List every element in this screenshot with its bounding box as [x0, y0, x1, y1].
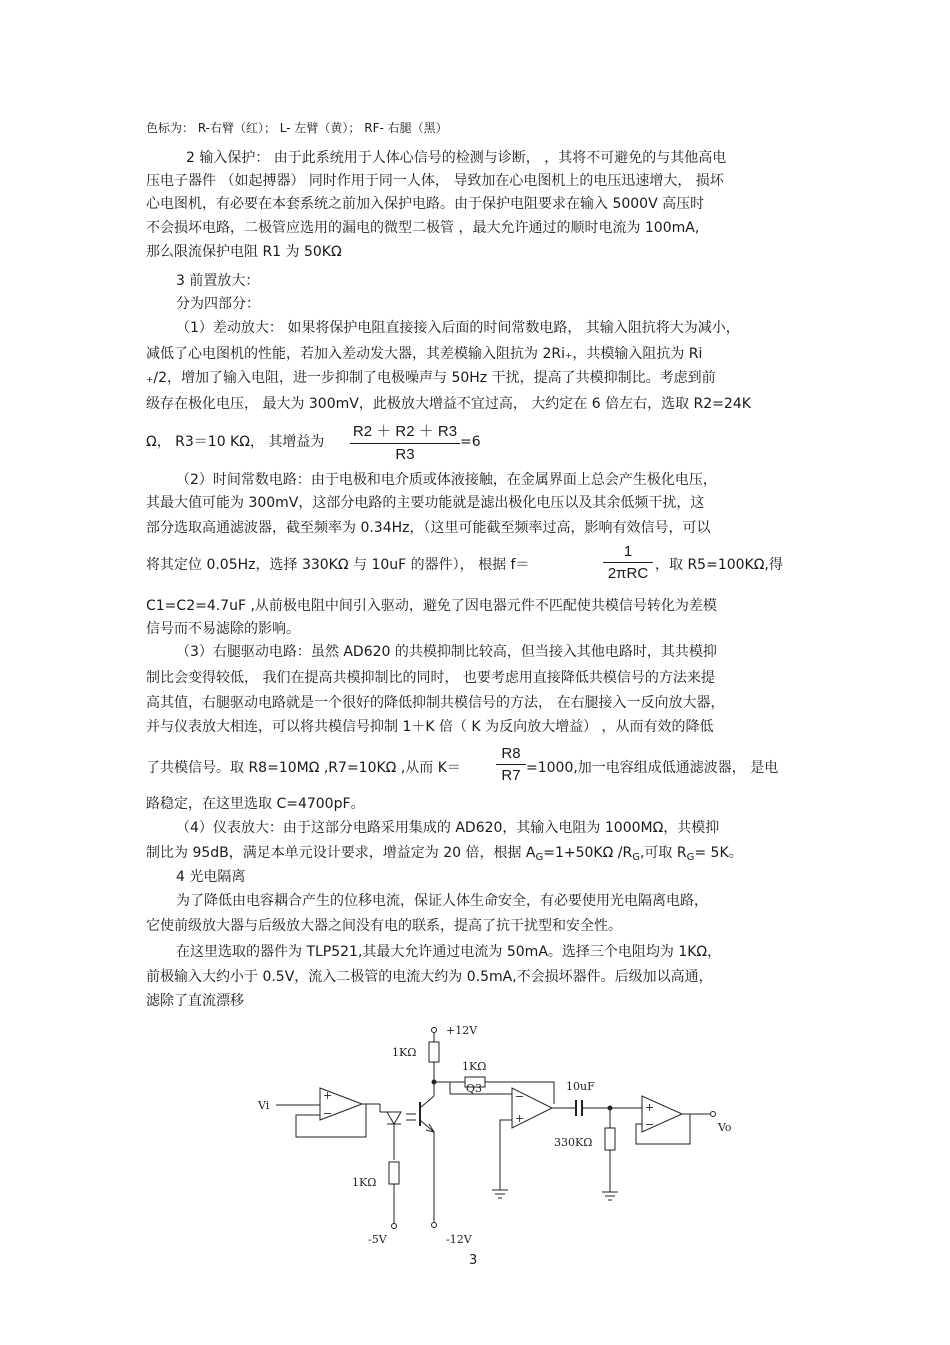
vplus-label: +12V [446, 1024, 478, 1037]
minus12-label: -12V [446, 1233, 472, 1246]
k-denominator: R7 [501, 767, 521, 784]
part2-line4-tail: ，取 R5=100KΩ,得 [655, 557, 783, 573]
section4-line5: 滤除了直流漂移 [146, 993, 244, 1009]
opamp3-minus: − [645, 1118, 655, 1131]
output-terminal [711, 1112, 716, 1117]
cutoff-numerator: 1 [603, 543, 653, 563]
part3-line2: 制比会变得较低， 我们在提高共模抑制比的同时， 也要考虑用直接降低共模信号的方法来提 [146, 670, 715, 686]
transistor-label: Q3 [466, 1082, 483, 1095]
part4-line2 [146, 843, 743, 868]
r-top-resistor [429, 1042, 439, 1062]
minus12-terminal [432, 1223, 437, 1228]
section4-line1: 为了降低由电容耦合产生的位移电流，保证人体生命安全，有必要使用光电隔离电路， [176, 893, 708, 909]
r-bottom-resistor [389, 1162, 399, 1184]
gain-denominator: R3 [395, 446, 415, 463]
section4-line2: 它使前级放大器与后级放大器之间没有电的联系，提高了抗干扰型和安全性。 [146, 918, 622, 934]
part3-line5-tail: =1000,加一电容组成低通滤波器， 是电 [526, 760, 779, 776]
section4-line4: 前极输入大约小于 0.5V，流入二极管的电流大约为 0.5mA,不会损坏器件。后级加以高通， [146, 969, 713, 985]
vplus-terminal [432, 1028, 437, 1033]
section4-line3: 在这里选取的器件为 TLP521,其最大允许通过电流为 50mA。选择三个电阻均为 1KΩ， [176, 944, 722, 960]
part4-line2-b: =1+50KΩ /R [543, 845, 633, 861]
section2-line5: 那么限流保护电阻 R1 为 50KΩ [146, 244, 342, 260]
part1-line5: Ω， R3＝10 KΩ， 其增益为 [146, 434, 325, 450]
section4-heading: 4 光电隔离 [176, 869, 246, 885]
section2-line4: 不会损坏电路，二极管应选用的漏电的微型二极管 ，最大允许通过的顺时电流为 100mA, [146, 220, 700, 236]
isolation-circuit-diagram [250, 1020, 770, 1250]
part1-line1: （1）差动放大： 如果将保护电阻直接接入后面的时间常数电路， 其输入阻抗将大为减小， [176, 320, 740, 336]
section3-heading: 3 前置放大： [176, 273, 260, 289]
diode-symbol [387, 1112, 401, 1124]
part2-line5: C1=C2=4.7uF ,从前极电阻中间引入驱动，避免了因电器元件不匹配使共模信号转化为差模 [146, 598, 717, 614]
r330-resistor [605, 1128, 615, 1150]
part4-sub-g3: G [686, 852, 695, 863]
section2-line2: 压电子器件 （如起搏器） 同时作用于同一人体， 导致加在心电图机上的电压迅速增大， 损坏 [146, 173, 724, 189]
r-feedback-label: 1KΩ [462, 1060, 487, 1073]
part4-line2-c: ,可取 R [639, 845, 687, 861]
part3-line4: 并与仪表放大相连，可以将共模信号抑制 1＋K 倍（ K 为反向放大增益） ，从而有效的降低 [146, 719, 714, 735]
opamp2-ground-wire [500, 1120, 512, 1190]
part1-line2: 减低了心电图机的性能，若加入差动发大器，其差模输入阻抗为 2Ri₊，共模输入阻抗为 Ri [146, 346, 703, 362]
part2-line1: （2）时间常数电路：由于电极和电介质或体液接触，在金属界面上总会产生极化电压， [176, 472, 717, 488]
input-label: Vi [258, 1099, 270, 1112]
transistor-collector [420, 1096, 434, 1108]
part3-line3: 高其值，右腿驱动电路就是一个很好的降低抑制共模信号的方法， 在右腿接入一反向放大器， [146, 695, 725, 711]
k-fraction [496, 745, 526, 784]
part3-line1: （3）右腿驱动电路：虽然 AD620 的共模抑制比较高，但当接入其他电路时，其共模抑 [176, 644, 717, 660]
r330-label: 330KΩ [554, 1136, 593, 1149]
part1-line3: ₊/2，增加了输入电阻，进一步抑制了电极噪声与 50Hz 干扰，提高了共模抑制比。考虑到前 [146, 370, 716, 386]
gain-numerator: R2 ＋ R2 ＋ R3 [350, 420, 460, 444]
part3-line6: 路稳定，在这里选取 C=4700pF。 [146, 796, 365, 812]
part1-line4: 级存在极化电压， 最大为 300mV，此极放大增益不宜过高， 大约定在 6 倍左右，选取 R2=24K [146, 396, 751, 412]
part2-line6: 信号而不易滤除的影响。 [146, 621, 300, 637]
section3-subtitle: 分为四部分： [176, 296, 260, 312]
r-bottom-label: 1KΩ [352, 1176, 377, 1189]
k-numerator: R8 [496, 745, 526, 765]
r-top-label: 1KΩ [392, 1046, 417, 1059]
cutoff-fraction [603, 543, 653, 582]
opamp3-plus: + [645, 1101, 655, 1114]
opamp1-minus: − [323, 1107, 333, 1120]
part2-line3: 部分选取高通滤波器，截至频率为 0.34Hz，（这里可能截至频率过高，影响有效信号，可以 [146, 520, 711, 536]
part4-line2-d: = 5K。 [694, 845, 743, 861]
opamp2-plus: + [515, 1112, 525, 1125]
cap-label: 10uF [566, 1080, 595, 1093]
minus5-terminal [392, 1224, 397, 1229]
part4-line1: （4）仪表放大：由于这部分电路采用集成的 AD620，其输入电阻为 1000MΩ，共模抑 [176, 820, 720, 836]
part3-line5: 了共模信号。取 R8=10MΩ ,R7=10KΩ ,从而 K＝ [146, 760, 461, 776]
part4-sub-g2: G [632, 852, 640, 863]
section2-line1: 2 输入保护： 由于此系统用于人体心信号的检测与诊断， ，其将不可避免的与其他高电 [186, 150, 727, 166]
section2-line3: 心电图机，有必要在本套系统之前加入保护电路。由于保护电阻要求在输入 5000V 高压时 [146, 196, 705, 212]
part2-line4: 将其定位 0.05Hz，选择 330KΩ 与 10uF 的器件）， 根据 f＝ [146, 557, 530, 573]
color-legend-line: 色标为： R-右臂（红）； L- 左臂（黄）； RF- 右腿（黑） [146, 121, 448, 135]
gain-result: =6 [460, 434, 481, 450]
opamp1-plus: + [323, 1089, 333, 1102]
cutoff-denominator: 2πRC [607, 565, 649, 582]
minus5-label: -5V [368, 1233, 387, 1246]
opamp2-minus: − [515, 1090, 525, 1103]
part2-line2: 其最大值可能为 300mV，这部分电路的主要功能就是滤出极化电压以及其余低频干扰，这 [146, 495, 705, 511]
output-label: Vo [718, 1121, 732, 1134]
part4-line2-a: 制比为 95dB，满足本单元设计要求，增益定为 20 倍，根据 A [146, 845, 536, 861]
gain-fraction [350, 420, 460, 463]
part4-sub-g1: G [535, 852, 544, 863]
page-number: 3 [469, 1253, 478, 1268]
